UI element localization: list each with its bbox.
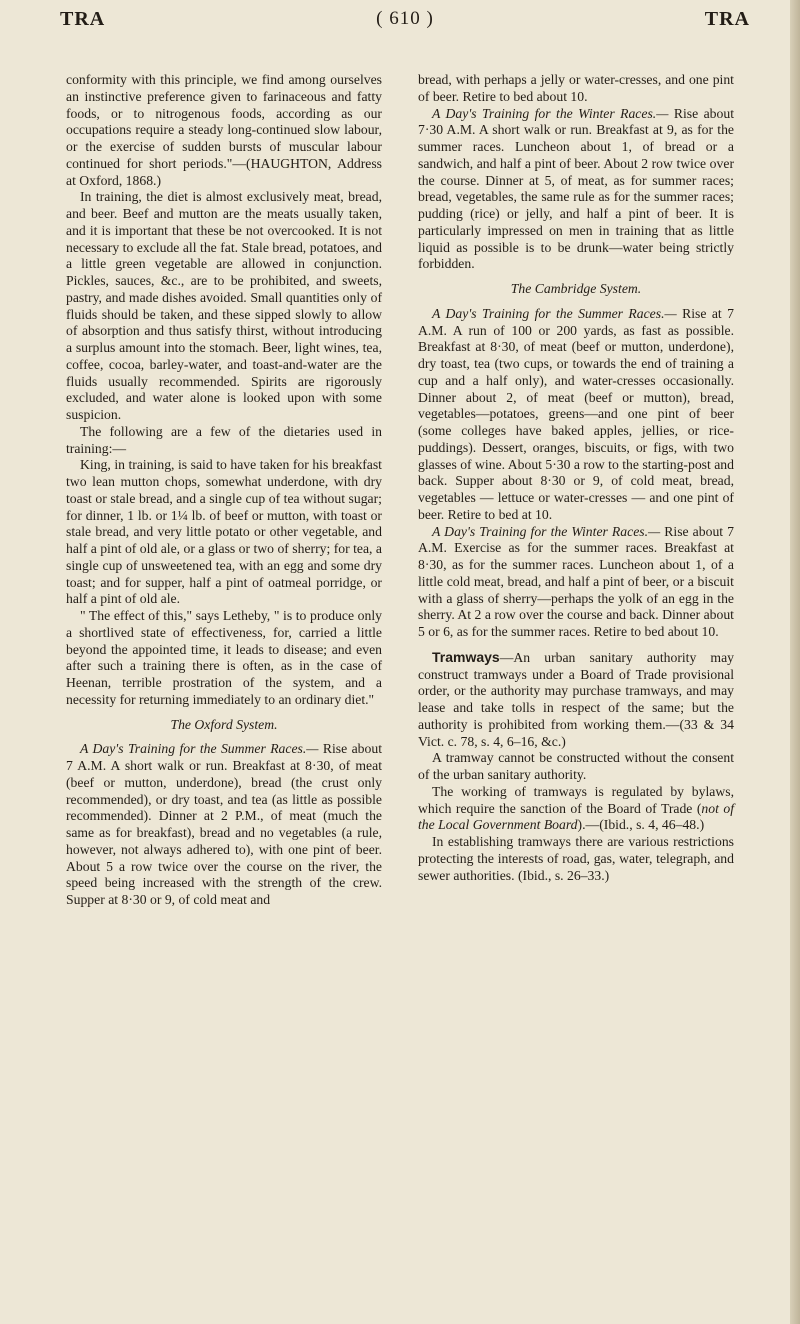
subheading: A Day's Training for the Winter Races.— (432, 105, 669, 121)
quote-paragraph: " The effect of this," says Letheby, " is to produce only a shortlived state of effectiveness, for, carried a little beyond the appointed time, it leads to disease; and even after such a training there is often, as in the case of Heenan, terrible prostration of the system, and a necessity for returning immediately to an ordinary diet." (66, 608, 382, 707)
page-number: ( 610 ) (376, 8, 434, 29)
subheading: A Day's Training for the Summer Races.— (80, 741, 319, 757)
paragraph-text: ).—(Ibid., s. 4, 46–48.) (577, 817, 705, 833)
paragraph-text: Rise about 7·30 A.M. A short walk or run. Breakfast at 9, as for the summer races. Luncheon about 1, of bread or a sandwich, and half a pint of beer. About 2 row twice over the course. Dinner at 5, of meat, as for summer races; bread, vegetables, the same rule as for the summer races; pudding (rice) or jelly, and half a pint of beer. It is particularly impressed on men in training that as little liquid as possible is to be drunk—water being strictly forbidden. (418, 105, 735, 272)
paragraph: A tramway cannot be constructed without the consent of the urban sanitary authority. (418, 750, 734, 782)
page-edge (790, 0, 800, 1324)
paragraph-text: —An urban sanitary authority may construct tramways under a Board of Trade provisional order, or the authority may purchase tramways, and may lease and take tolls in respect of the same; but the authority is prohibited from working them.—(33 & 34 Vict. c. 78, s. 4, 6–16, &c.) (418, 649, 734, 749)
paragraph (418, 306, 734, 524)
paragraph-text: Rise about 7 A.M. Exercise as for the summer races. Breakfast at 8·30, as for the summer races. Luncheon about 1, of a little cold meat, bread, and half a pint of beer, or a biscuit with a glass of sherry—perhaps the yolk of an egg in the sherry. At 2 a row over the course and back. Dinner about 5 or 6, as for the summer races. Retire to bed about 10. (418, 523, 735, 639)
right-column (418, 72, 734, 884)
running-header (60, 8, 750, 31)
paragraph: In establishing tramways there are various restrictions protecting the interests of road, gas, water, telegraph, and sewer authorities. (Ibid., s. 26–33.) (418, 834, 734, 883)
paragraph: conformity with this principle, we find among ourselves an instinctive preference given to farinaceous and fatty foods, or to nitrogenous foods, according as our occupations require a steady long-continued slow labour, or the exercise of sudden bursts of muscular labour continued for short periods."—(HAUGHTON, Address at Oxford, 1868.) (66, 72, 382, 188)
header-left-word: TRA (60, 8, 106, 30)
left-column (66, 72, 382, 909)
paragraph: In training, the diet is almost exclusively meat, bread, and beer. Beef and mutton are the meats usually taken, and it is important that these be not overcooked. It is not necessary to exclude all the fat. Stale bread, potatoes, and a little green vegetable are allowed in conjunction. Pickles, sauces, &c., are to be prohibited, and sweets, pastry, and made dishes avoided. Small quantities only of fluids should be taken, and these sipped slowly to allow of absorption and thus satisfy thirst, without introducing a surplus amount into the stomach. Beer, light wines, tea, coffee, cocoa, barley-water, and toast-and-water are the fluids usually recommended. Spirits are rigorously excluded, and water alone is looked upon with some suspicion. (66, 189, 382, 422)
paragraph-italic: not of the Local Government Board (418, 800, 735, 833)
paragraph-text: Rise about 7 A.M. A short walk or run. Breakfast at 8·30, of meat (beef or mutton, underdone), bread (the crust only recommended), or dry toast, and tea (as little as possible recommended). Dinner at 2 P.M., of meat (much the same as for breakfast), bread and no vegetables (a rule, however, not always adhered to), with one pint of beer. About 5 a row twice over the course on the river, the speed being increased with the strength of the crew. Supper at 8·30 or 9, of cold meat and (66, 741, 383, 907)
paragraph (418, 524, 734, 641)
paragraph: bread, with perhaps a jelly or water-cresses, and one pint of beer. Retire to bed about 10. (418, 72, 734, 104)
entry-heading: Tramways (432, 648, 500, 665)
section-heading: The Cambridge System. (510, 281, 642, 296)
paragraph: King, in training, is said to have taken for his breakfast two lean mutton chops, somewhat underdone, with dry toast or stale bread, and a single cup of tea without sugar; for dinner, 1 lb. or 1¼ lb. of beef or mutton, with toast or stale bread, and very little potato or other vegetable, and half a pint of old ale, or a glass or two of sherry; for tea, a single cup of unsweetened tea, with an egg and some dry toast; and for supper, half a pint of oatmeal porridge, or half a pint of old ale. (66, 457, 382, 607)
paragraph-text: Rise at 7 A.M. A run of 100 or 200 yards, as fast as possible. Breakfast at 8·30, of meat (beef or mutton, underdone), dry toast, tea (two cups, or towards the end of training a cup and a half only), and water-cresses occasionally. Dinner about 2, of meat (beef or mutton), bread, vegetables—potatoes, greens—and one pint of beer (some colleges have baked apples, jellies, or rice-puddings). Dessert, oranges, biscuits, or figs, with two glasses of wine. About 5·30 a row to the starting-post and back. Supper about 8·30 or 9, of cold meat, bread, vegetables — lettuce or water-cresses — and one pint of beer. Retire to bed at 10. (418, 305, 735, 522)
section-heading: The Oxford System. (170, 716, 278, 732)
paragraph (66, 741, 382, 909)
subheading: A Day's Training for the Winter Races.— (432, 523, 661, 539)
paragraph: The following are a few of the dietaries used in training:— (66, 423, 382, 456)
paragraph (418, 106, 734, 274)
subheading: A Day's Training for the Summer Races.— (432, 305, 677, 321)
header-right-word: TRA (704, 8, 750, 30)
paragraph (418, 649, 734, 751)
paragraph (418, 784, 734, 834)
paragraph-text: The working of tramways is regulated by bylaws, which require the sanction of the Board of Trade ( (418, 783, 734, 816)
